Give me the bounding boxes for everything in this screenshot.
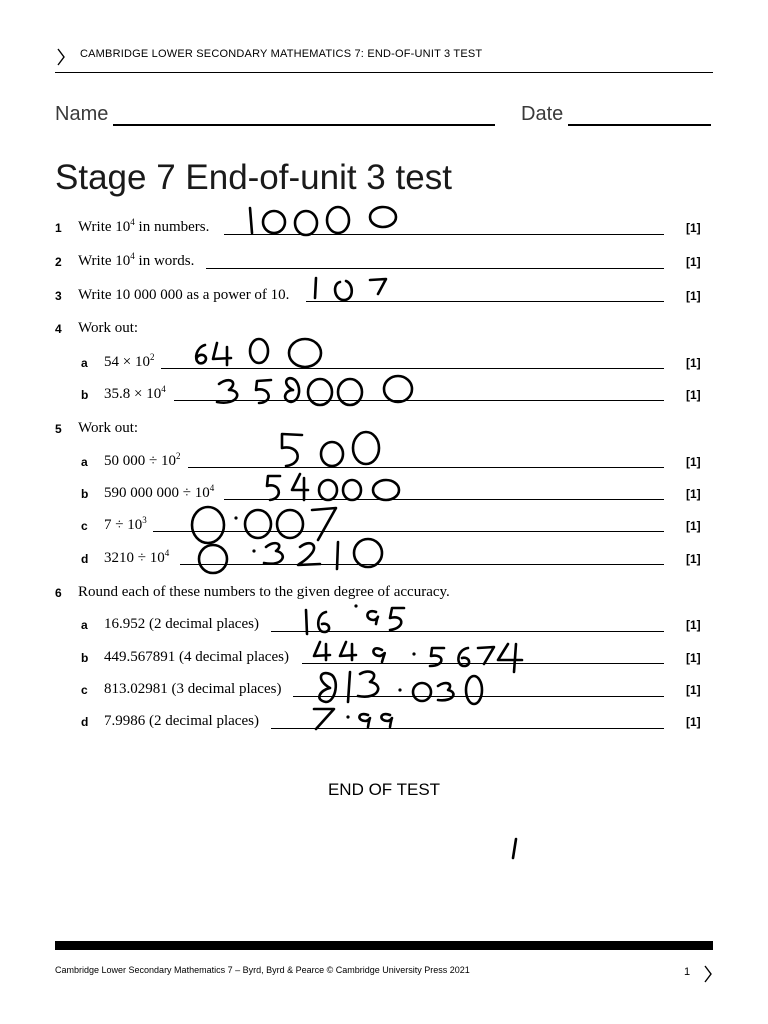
question-2-answer-line[interactable] (206, 268, 664, 269)
question-4b-mark: [1] (686, 388, 701, 402)
header-divider (55, 72, 713, 73)
question-2-number: 2 (55, 255, 62, 269)
question-6b-mark: [1] (686, 651, 701, 665)
question-5c-label: c (81, 519, 88, 533)
question-4a-label: a (81, 356, 88, 370)
question-5d-label: d (81, 552, 89, 566)
question-2-mark: [1] (686, 255, 701, 269)
question-4b-text: $35.8 \times 10^4$ (104, 384, 166, 402)
header-title: CAMBRIDGE LOWER SECONDARY MATHEMATICS 7: END-OF-UNIT 3 TEST (80, 48, 483, 60)
question-5a-label: a (81, 455, 88, 469)
question-1-text: Write $10^4$ in numbers. (78, 217, 210, 235)
question-5d-text: $3210 \div 10^4$ (104, 548, 170, 566)
question-5b-mark: [1] (686, 487, 701, 501)
question-3-mark: [1] (686, 289, 701, 303)
handwritten-answer-q5d (188, 533, 398, 577)
handwritten-answer-q4a (185, 333, 330, 373)
date-field[interactable] (568, 124, 711, 126)
handwritten-answer-q4b (205, 370, 420, 410)
question-5b-text: 590 000 $000 \div 10^4$ (104, 483, 215, 501)
handwritten-answer-q5a (270, 428, 390, 470)
question-4b-label: b (81, 388, 89, 402)
question-2-text: Write $10^4$ in words. (78, 251, 195, 269)
question-6c-text: 813.02981 (3 decimal places) (104, 681, 282, 697)
end-of-test-label: END OF TEST (327, 780, 441, 799)
question-5c-text: $7 \div 10^3$ (104, 515, 147, 533)
question-5-intro: Work out: (78, 420, 139, 436)
handwritten-answer-q6d (310, 703, 400, 735)
question-4a-mark: [1] (686, 356, 701, 370)
name-field[interactable] (113, 124, 495, 126)
date-label: Date (521, 103, 564, 125)
question-6d-label: d (81, 715, 89, 729)
question-5a-mark: [1] (686, 455, 701, 469)
question-6a-label: a (81, 618, 88, 632)
question-1-mark: [1] (686, 221, 701, 235)
question-3-number: 3 (55, 289, 62, 303)
question-6b-label: b (81, 651, 89, 665)
page-number: 1 (684, 966, 691, 978)
question-6a-text: 16.952 (2 decimal places) (104, 616, 259, 632)
question-6c-mark: [1] (686, 683, 701, 697)
footer-bar (55, 941, 713, 950)
question-6-number: 6 (55, 586, 62, 600)
question-5d-mark: [1] (686, 552, 701, 566)
question-6-intro: Round each of these numbers to the given degree of accuracy. (78, 584, 450, 600)
handwritten-answer-q3 (310, 272, 390, 306)
question-1-number: 1 (55, 221, 62, 235)
footer-credit: Cambridge Lower Secondary Mathematics 7 – Byrd, Byrd & Pearce © Cambridge University Press 2021 (55, 965, 470, 975)
question-4a-text: $54 \times 10^2$ (104, 352, 155, 370)
question-6c-label: c (81, 683, 88, 697)
question-4-number: 4 (55, 322, 62, 336)
question-6a-mark: [1] (686, 618, 701, 632)
question-3-text: Write 10 000 000 as a power of 10. (78, 287, 290, 303)
handwritten-stray-mark (508, 836, 520, 862)
handwritten-answer-q6a (300, 598, 415, 638)
question-5c-mark: [1] (686, 519, 701, 533)
question-6d-mark: [1] (686, 715, 701, 729)
handwritten-answer-q1 (240, 203, 410, 243)
question-6b-text: 449.567891 (4 decimal places) (104, 649, 289, 665)
question-4-intro: Work out: (78, 320, 139, 336)
chevron-right-icon (703, 965, 713, 983)
question-5a-answer-line[interactable] (188, 467, 664, 468)
page-title: Stage 7 End-of-unit 3 test (55, 158, 452, 197)
question-6d-text: 7.9986 (2 decimal places) (104, 713, 259, 729)
question-5-number: 5 (55, 422, 62, 436)
name-label: Name (55, 103, 109, 125)
question-5b-label: b (81, 487, 89, 501)
question-5a-text: 50 $000 \div 10^2$ (104, 451, 181, 469)
chevron-right-icon (56, 48, 66, 66)
